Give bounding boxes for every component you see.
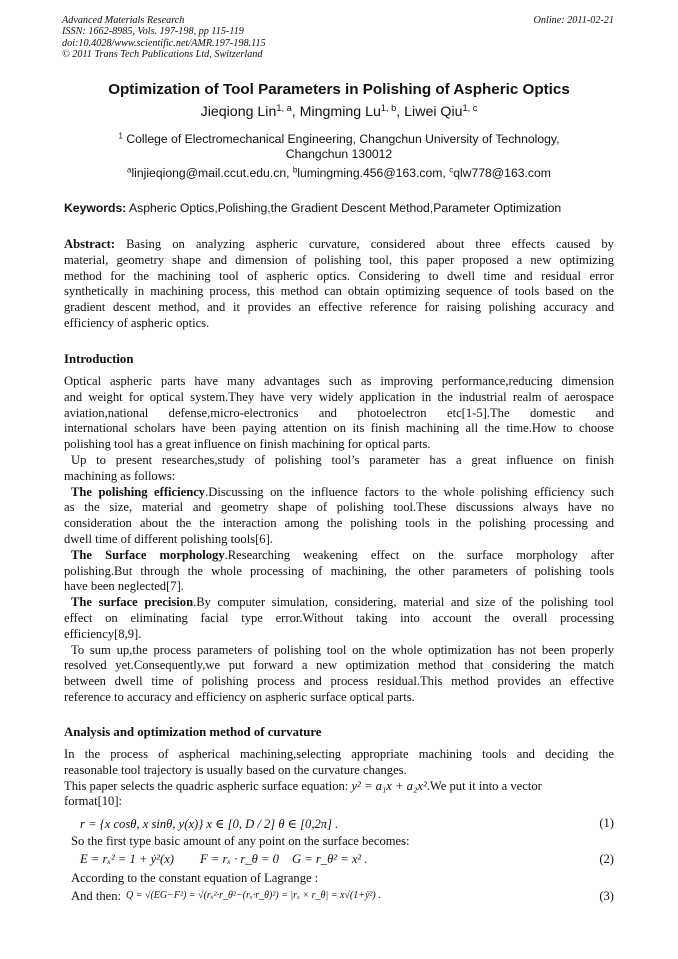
analysis-line — [64, 834, 614, 850]
paragraph-line: polishing tool has a great influence on finish machining for optical parts. — [64, 437, 431, 452]
paragraph-line: as the size, material and geometry shape of polishing tool.These discussions always have no — [64, 500, 614, 515]
author-name: Mingming Lu — [299, 104, 381, 120]
journal-header — [62, 15, 614, 60]
paper-title: Optimization of Tool Parameters in Polishing of Aspheric Optics — [108, 81, 570, 98]
issn-line: ISSN: 1662-8985, Vols. 197-198, pp 115-119 — [62, 26, 244, 38]
abstract-label: Abstract: — [64, 237, 116, 251]
author-affil-mark: 1, a — [276, 102, 292, 113]
author-name: Jieqiong Lin — [200, 104, 277, 120]
equation-lead: And then: — [71, 889, 122, 903]
keywords-label: Keywords: — [64, 201, 127, 215]
inline-equation: y² = a₁x + a₂x² — [351, 778, 427, 793]
paragraph-line: Up to present researches,study of polishing tool’s parameter has a great influence on finish — [71, 452, 614, 467]
abstract-line: method for the machining tool of aspheric optics. Considering to dwell time and residual error — [64, 268, 614, 283]
paragraph-line: resolved yet.Consequently,we put forward a new optimization method that considering the match — [64, 658, 614, 673]
author-list: Jieqiong Lin$^{1, a}$, Mingming Lu$^{1, b}$, Liwei Qiu$^{1, c}$ — [200, 102, 478, 120]
abstract-line: material, geometry shape and dimension of polishing tool, this paper proposed a new optimizing — [64, 252, 614, 267]
abstract-line: Basing on analyzing aspheric curvature, considered about three effects caused by — [126, 237, 614, 251]
equation-body: Q = √(EG−F²) = √(rₓ²·r_θ²−(rₓ·r_θ)²) = |rₓ × r_θ| = x√(1+ẏ²) . — [126, 890, 381, 901]
paragraph-text: This paper selects the quadric aspheric surface equation: — [64, 778, 349, 793]
introduction-body — [64, 374, 614, 706]
author-affil-mark: 1, b — [380, 102, 397, 113]
keywords-text: Aspheric Optics,Polishing,the Gradient Descent Method,Parameter Optimization — [129, 201, 562, 215]
paragraph-text: .By computer simulation, considering, material and size of the polishing tool — [193, 595, 615, 610]
equation-term-e: E = rₓ² = 1 + ẏ²(x) — [80, 852, 174, 866]
keywords — [64, 201, 616, 215]
email-address: lumingming.456@163.com, — [297, 166, 446, 180]
section-heading-introduction: Introduction — [64, 352, 134, 366]
author-name: Liwei Qiu — [404, 104, 463, 120]
equation-1 — [64, 816, 614, 834]
paragraph-line: To sum up,the process parameters of polishing tool on the whole optimization has not been properly — [71, 642, 614, 657]
bold-lead: The surface precision — [71, 595, 194, 610]
paragraph-line: between dwell time of polishing process and process residual.This method provides an effective — [64, 674, 614, 689]
email-address: qlw778@163.com — [453, 166, 551, 180]
copyright-line: © 2011 Trans Tech Publications Ltd, Switzerland — [62, 48, 263, 60]
paragraph-line: format[10]: — [64, 794, 123, 809]
equation-body: r = {x cosθ, x sinθ, y(x)} x ∈ [0, D / 2] θ ∈ [0,2π] . — [80, 817, 339, 831]
affil-mark: 1 — [118, 131, 123, 141]
author-affil-mark: 1, c — [462, 102, 478, 113]
paragraph-line: Optical aspheric parts have many advantages such as improving performance,reducing dimension — [64, 374, 614, 388]
equation-3 — [64, 889, 614, 907]
bold-lead: The Surface morphology — [71, 547, 225, 562]
journal-name: Advanced Materials Research — [62, 15, 185, 26]
paragraph-line: efficiency[8,9]. — [64, 626, 142, 641]
paragraph-text: .Researching weakening effect on the surface morphology after — [224, 547, 614, 562]
paragraph-line: So the first type basic amount of any point on the surface becomes: — [71, 834, 410, 848]
equation-term-g: G = r_θ² = x² . — [292, 852, 368, 866]
online-date: Online: 2011-02-21 — [533, 15, 614, 26]
affil-line: Changchun 130012 — [285, 147, 393, 161]
abstract-line: gradient descent method, and it provides an effective reference for raising polishing accuracy and — [64, 300, 614, 315]
affil-line: College of Electromechanical Engineering, Changchun University of Technology, — [126, 132, 560, 146]
paragraph-text: .Discussing on the influence factors to the whole polishing efficiency such — [205, 484, 614, 499]
affiliation — [0, 132, 678, 162]
paragraph-line: machining as follows: — [64, 468, 176, 483]
equation-number: (1) — [599, 816, 614, 830]
paragraph-line: polishing.But through the whole processing of machining, the other parameters of polishing tools — [64, 563, 614, 578]
paragraph-line: reference to accuracy and efficiency on aspheric surface optical parts. — [64, 689, 415, 704]
section-heading-analysis: Analysis and optimization method of curvature — [64, 725, 322, 739]
paragraph-line: have been neglected[7]. — [64, 579, 184, 594]
equation-number: (2) — [599, 852, 614, 866]
equation-number: (3) — [599, 889, 614, 903]
email-list — [0, 166, 678, 180]
paragraph-line: aviation,national defense,micro-electronics and photoelectron etc[1-5].The domestic and — [64, 405, 614, 420]
equation-term-f: F = rₓ · r_θ = 0 — [200, 852, 279, 866]
paragraph-text: .We put it into a vector — [426, 778, 542, 793]
email-mark: a — [127, 165, 132, 175]
analysis-line — [64, 871, 614, 887]
abstract — [64, 237, 614, 332]
paragraph-line: consideration about the the interaction among the polishing tools in the polishing processing and — [64, 516, 614, 531]
paragraph-line: In the process of aspherical machining,selecting appropriate machining tools and deciding the — [64, 747, 614, 761]
doi-line: doi:10.4028/www.scientific.net/AMR.197-198.115 — [62, 37, 266, 49]
email-mark: c — [449, 165, 454, 175]
paragraph-line: effect on eliminating facial type error.Without taking into account the overall processing — [64, 610, 614, 625]
email-address: linjieqiong@mail.ccut.edu.cn, — [131, 166, 290, 180]
paragraph-line: dwell time of different polishing tools[6]. — [64, 531, 273, 546]
bold-lead: The polishing efficiency — [71, 484, 206, 499]
paragraph-line: reasonable tool trajectory is usually based on the curvature changes. — [64, 762, 407, 777]
paragraph-line: international scholars have been paying attention on its finish machining all the time.How to choose — [64, 421, 614, 436]
email-mark: b — [292, 165, 298, 175]
abstract-line: synthetically in machining process, this method can obtain optimizing sequence of tools based on the — [64, 284, 614, 299]
analysis-body — [64, 747, 614, 810]
equation-2 — [64, 852, 614, 870]
paragraph-line: and weight for optical system.They have very widely application in the industrial realm of aerospace — [64, 389, 614, 404]
paragraph-line: According to the constant equation of Lagrange : — [71, 871, 319, 885]
abstract-line: efficiency of aspheric optics. — [64, 315, 210, 330]
